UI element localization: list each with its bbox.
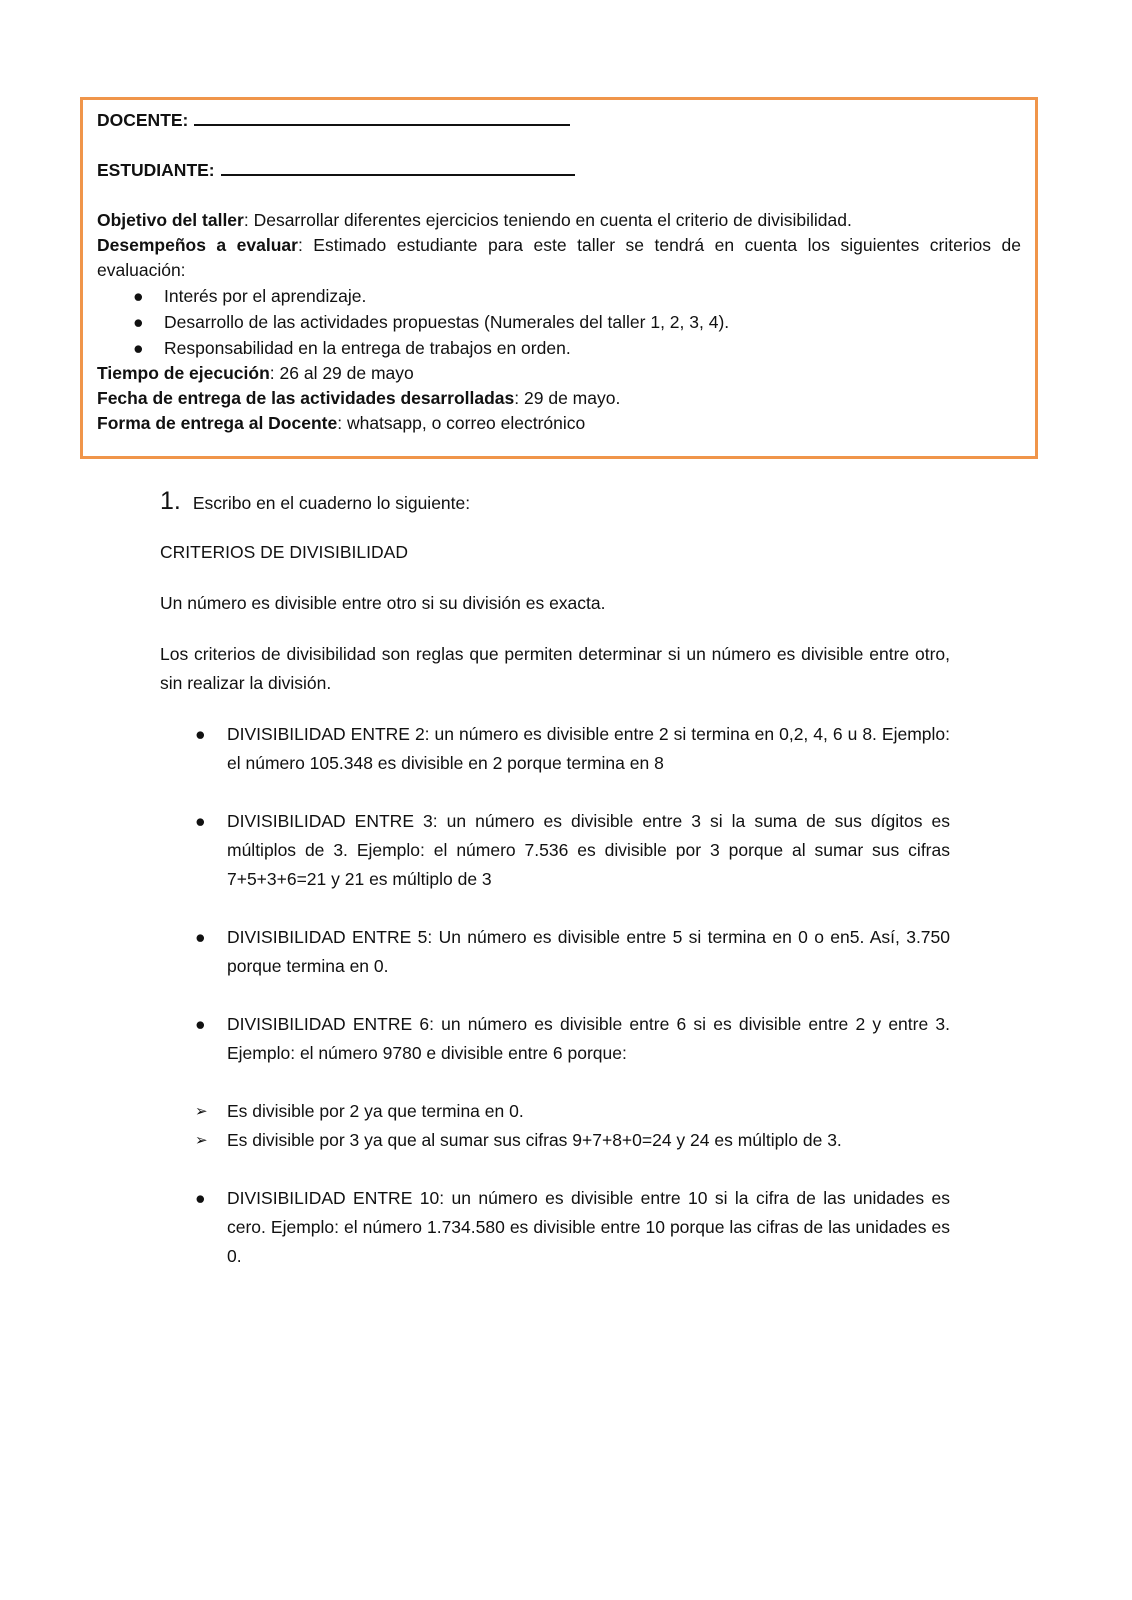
desempenos-paragraph bbox=[97, 233, 1021, 283]
criteria-item: ● Interés por el aprendizaje. bbox=[133, 283, 1021, 309]
bullet-dot-icon: ● bbox=[133, 312, 144, 332]
rule-item: ● DIVISIBILIDAD ENTRE 5: Un número es divisible entre 5 si termina en 0 o en5. Así, 3.750 porque termina en 0. bbox=[160, 923, 950, 981]
forma-line bbox=[97, 411, 1021, 436]
criteria-item: ● Desarrollo de las actividades propuestas (Numerales del taller 1, 2, 3, 4). bbox=[133, 309, 1021, 335]
docente-line bbox=[97, 108, 1021, 133]
bullet-dot-icon: ● bbox=[195, 811, 206, 831]
worksheet-content bbox=[160, 486, 950, 1300]
fecha-label: Fecha de entrega de las actividades desarrolladas bbox=[97, 388, 515, 408]
subitem: ➢ Es divisible por 3 ya que al sumar sus cifras 9+7+8+0=24 y 24 es múltiplo de 3. bbox=[160, 1126, 950, 1155]
arrow-bullet-icon: ➢ bbox=[195, 1103, 208, 1120]
forma-text: : whatsapp, o correo electrónico bbox=[337, 413, 586, 433]
rule-item: ● DIVISIBILIDAD ENTRE 3: un número es divisible entre 3 si la suma de sus dígitos es múltiplos de 3. Ejemplo: el número 7.536 es divisible por 3 porque al sumar sus cifras 7+5+3+6=21 y 21 es múltiplo de 3 bbox=[160, 807, 950, 894]
step-heading bbox=[160, 486, 950, 518]
subitem: ➢ Es divisible por 2 ya que termina en 0. bbox=[160, 1097, 950, 1126]
tiempo-text: : 26 al 29 de mayo bbox=[269, 363, 414, 383]
bullet-dot-icon: ● bbox=[195, 1014, 206, 1034]
docente-label: DOCENTE: bbox=[97, 110, 189, 130]
definition-paragraph: Un número es divisible entre otro si su división es exacta. bbox=[160, 593, 606, 613]
bullet-dot-icon: ● bbox=[133, 338, 144, 358]
rule-item: ● DIVISIBILIDAD ENTRE 6: un número es divisible entre 6 si es divisible entre 2 y entre 3. Ejemplo: el número 9780 e divisible entre 6 porque: ➢ Es divisible por 2 ya que termina en 0. ➢ Es divisible por 3 ya que al sumar sus cifras 9+7+8+0=24 y 24 es múltiplo de 3. bbox=[160, 1010, 950, 1155]
bullet-dot-icon: ● bbox=[195, 1188, 206, 1208]
arrow-bullet-icon: ➢ bbox=[195, 1132, 208, 1149]
objetivo-line bbox=[97, 208, 1021, 233]
intro-paragraph: Los criterios de divisibilidad son reglas que permiten determinar si un número es divisible entre otro, sin realizar la división. bbox=[160, 644, 950, 693]
header-info-box bbox=[80, 97, 1038, 459]
tiempo-line bbox=[97, 361, 1021, 386]
bullet-dot-icon: ● bbox=[133, 286, 144, 306]
desempenos-label: Desempeños a evaluar bbox=[97, 235, 298, 255]
rule-item: ● DIVISIBILIDAD ENTRE 10: un número es divisible entre 10 si la cifra de las unidades es cero. Ejemplo: el número 1.734.580 es divisible entre 10 porque las cifras de las unidades es 0. bbox=[160, 1184, 950, 1271]
estudiante-line bbox=[97, 158, 1021, 183]
rule6-subitems bbox=[160, 1097, 950, 1155]
estudiante-label: ESTUDIANTE: bbox=[97, 160, 215, 180]
docente-blank-field[interactable] bbox=[194, 123, 570, 126]
step-number: 1. bbox=[160, 487, 181, 515]
section-title: CRITERIOS DE DIVISIBILIDAD bbox=[160, 542, 408, 562]
objetivo-text: : Desarrollar diferentes ejercicios teniendo en cuenta el criterio de divisibilidad. bbox=[243, 210, 852, 230]
bullet-dot-icon: ● bbox=[195, 724, 206, 744]
estudiante-blank-field[interactable] bbox=[221, 173, 575, 176]
fecha-line bbox=[97, 386, 1021, 411]
forma-label: Forma de entrega al Docente bbox=[97, 413, 338, 433]
step-text: Escribo en el cuaderno lo siguiente: bbox=[192, 493, 471, 513]
tiempo-label: Tiempo de ejecución bbox=[97, 363, 270, 383]
evaluation-criteria-list bbox=[133, 283, 1021, 361]
fecha-text: : 29 de mayo. bbox=[514, 388, 621, 408]
bullet-dot-icon: ● bbox=[195, 927, 206, 947]
criteria-item: ● Responsabilidad en la entrega de trabajos en orden. bbox=[133, 335, 1021, 361]
divisibility-rules-list bbox=[160, 720, 950, 1271]
objetivo-label: Objetivo del taller bbox=[97, 210, 244, 230]
rule-item: ● DIVISIBILIDAD ENTRE 2: un número es divisible entre 2 si termina en 0,2, 4, 6 u 8. Ejemplo: el número 105.348 es divisible en 2 porque termina en 8 bbox=[160, 720, 950, 778]
desempenos-text: : Estimado estudiante para este taller se tendrá en cuenta los siguientes criterios de evaluación: bbox=[97, 235, 1021, 280]
